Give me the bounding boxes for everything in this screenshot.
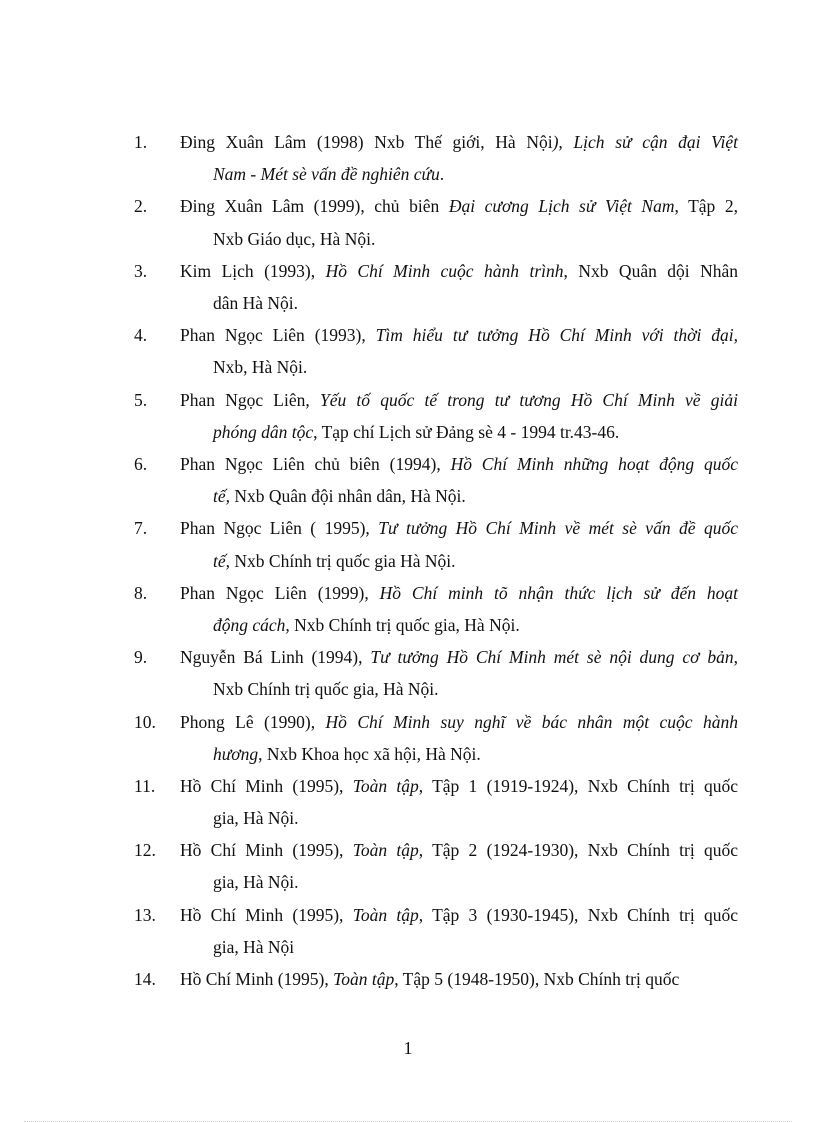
reference-item bbox=[0, 512, 816, 576]
reference-item bbox=[0, 770, 816, 834]
reference-line: Phan Ngọc Liên ( 1995), Tư tưởng Hồ Chí Minh về mét sè vấn đề quốc bbox=[180, 518, 738, 539]
reference-line: Phan Ngọc Liên (1993), Tìm hiểu tư tưởng Hồ Chí Minh với thời đại, bbox=[180, 325, 738, 346]
reference-line: Hồ Chí Minh (1995), Toàn tập, Tập 2 (1924-1930), Nxb Chính trị quốc bbox=[180, 840, 738, 861]
reference-line: Phan Ngọc Liên (1999), Hồ Chí minh tõ nhận thức lịch sử đến hoạt bbox=[180, 582, 738, 603]
reference-item bbox=[0, 255, 816, 319]
reference-item bbox=[0, 190, 816, 254]
reference-number: 6. bbox=[134, 453, 148, 474]
reference-line: Nguyễn Bá Linh (1994), Tư tưởng Hồ Chí Minh mét sè nội dung cơ bản, bbox=[180, 647, 738, 668]
reference-item bbox=[0, 126, 816, 190]
reference-number: 1. bbox=[134, 132, 148, 152]
reference-item bbox=[0, 641, 816, 705]
reference-item bbox=[0, 706, 816, 770]
reference-line: Đing Xuân Lâm (1999), chủ biên Đại cương Lịch sử Việt Nam, Tập 2, bbox=[180, 196, 738, 217]
reference-number: 14. bbox=[134, 969, 156, 990]
reference-number: 9. bbox=[134, 647, 148, 668]
reference-continuation: Nxb Giáo dục, Hà Nội. bbox=[213, 228, 376, 249]
page-bottom-divider bbox=[24, 1121, 792, 1122]
reference-number: 4. bbox=[134, 325, 148, 346]
reference-number: 12. bbox=[134, 840, 156, 861]
reference-line: Phan Ngọc Liên, Yếu tố quốc tế trong tư tương Hồ Chí Minh về giải bbox=[180, 389, 738, 410]
reference-item bbox=[0, 899, 816, 963]
reference-number: 10. bbox=[134, 711, 156, 732]
reference-line: Đing Xuân Lâm (1998) Nxb Thế giới, Hà Nội), Lịch sử cận đại Việt bbox=[180, 132, 739, 152]
reference-line: Hồ Chí Minh (1995), Toàn tập, Tập 1 (1919-1924), Nxb Chính trị quốc bbox=[180, 775, 738, 796]
reference-item bbox=[0, 577, 816, 641]
reference-continuation: tế, Nxb Chính trị quốc gia Hà Nội. bbox=[213, 550, 456, 571]
reference-number: 13. bbox=[134, 904, 156, 925]
reference-continuation: động cách, Nxb Chính trị quốc gia, Hà Nội. bbox=[213, 614, 520, 635]
reference-line: Hồ Chí Minh (1995), Toàn tập, Tập 3 (1930-1945), Nxb Chính trị quốc bbox=[180, 904, 738, 925]
reference-number: 8. bbox=[134, 582, 148, 603]
reference-continuation: Nam - Mét sè vấn đề nghiên cứu. bbox=[213, 164, 445, 185]
reference-line: Phong Lê (1990), Hồ Chí Minh suy nghĩ về bác nhân một cuộc hành bbox=[180, 711, 738, 732]
reference-number: 11. bbox=[134, 775, 156, 796]
reference-continuation: Nxb Chính trị quốc gia, Hà Nội. bbox=[213, 679, 439, 700]
reference-continuation: gia, Hà Nội bbox=[213, 936, 295, 957]
reference-item bbox=[0, 448, 816, 512]
reference-item bbox=[0, 963, 816, 1027]
reference-number: 2. bbox=[134, 196, 148, 217]
reference-continuation: phóng dân tộc, Tạp chí Lịch sử Đảng sè 4 - 1994 tr.43-46. bbox=[213, 421, 620, 442]
reference-continuation: dân Hà Nội. bbox=[213, 292, 299, 313]
reference-line: Hồ Chí Minh (1995), Toàn tập, Tập 5 (1948-1950), Nxb Chính trị quốc bbox=[180, 969, 680, 990]
reference-continuation: hương, Nxb Khoa học xã hội, Hà Nội. bbox=[213, 743, 481, 764]
reference-continuation: Nxb, Hà Nội. bbox=[213, 357, 308, 378]
reference-item bbox=[0, 319, 816, 383]
reference-list bbox=[0, 126, 816, 1027]
reference-line: Kim Lịch (1993), Hồ Chí Minh cuộc hành trình, Nxb Quân dội Nhân bbox=[180, 260, 739, 281]
reference-continuation: gia, Hà Nội. bbox=[213, 808, 299, 829]
page-number: 1 bbox=[403, 1038, 413, 1058]
reference-continuation: tế, Nxb Quân đội nhân dân, Hà Nội. bbox=[213, 486, 466, 507]
reference-continuation: gia, Hà Nội. bbox=[213, 872, 299, 893]
reference-number: 3. bbox=[134, 260, 148, 281]
reference-line: Phan Ngọc Liên chủ biên (1994), Hồ Chí Minh những hoạt động quốc bbox=[180, 453, 738, 474]
reference-item bbox=[0, 384, 816, 448]
reference-item bbox=[0, 834, 816, 898]
reference-number: 7. bbox=[134, 518, 148, 539]
reference-number: 5. bbox=[134, 389, 148, 410]
